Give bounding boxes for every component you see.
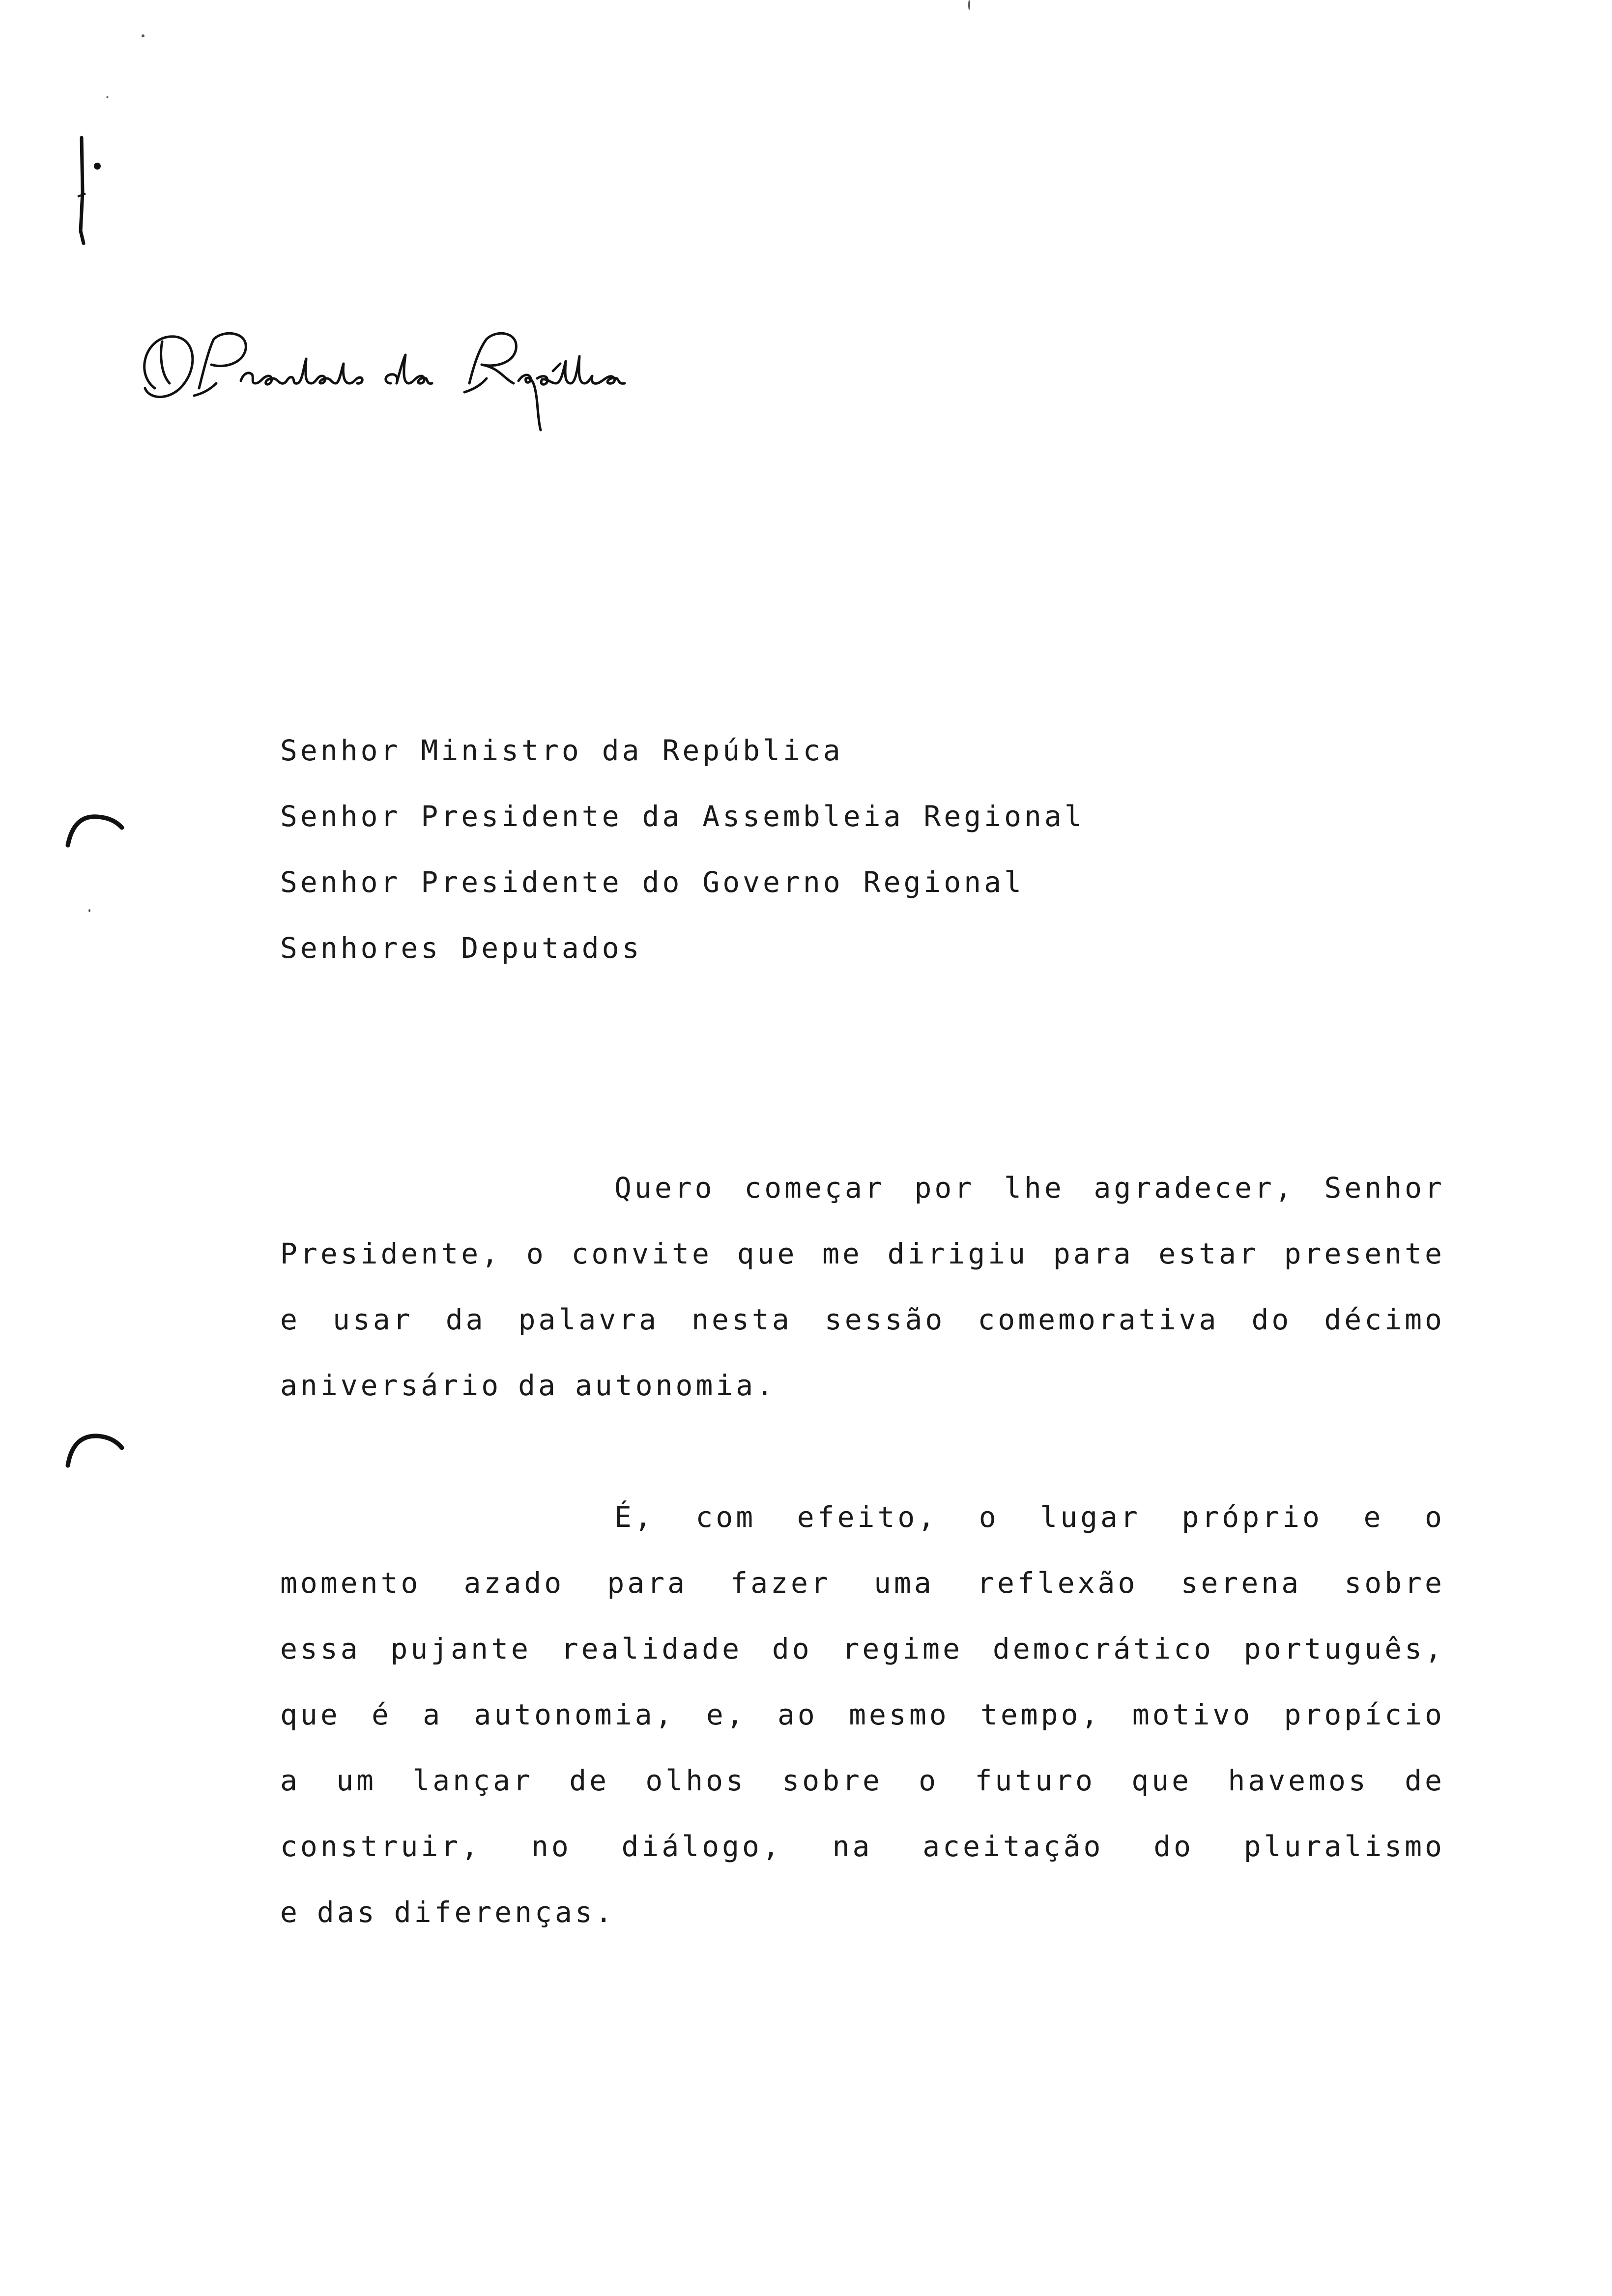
word: lhe (1004, 1171, 1065, 1205)
binder-hole-mark (59, 1430, 128, 1469)
word: democrático (992, 1632, 1214, 1665)
word: o (919, 1764, 939, 1797)
paragraph-line (280, 1616, 1445, 1682)
word: É, (614, 1500, 655, 1534)
word: convite (571, 1237, 712, 1270)
paragraph-line (280, 1287, 1445, 1352)
word: comemorativa (978, 1303, 1219, 1336)
paragraph-line (280, 1550, 1445, 1616)
paragraph-line (280, 1879, 1445, 1945)
word: começar (744, 1171, 885, 1205)
word: para (607, 1566, 688, 1600)
word: palavra (518, 1303, 660, 1336)
word: me (822, 1237, 863, 1270)
scan-speck (106, 96, 109, 98)
salutation-line: Senhor Presidente do Governo Regional (280, 865, 1025, 899)
word: para (1053, 1237, 1134, 1270)
scan-speck (968, 0, 970, 10)
word: aniversário (280, 1369, 502, 1402)
word: azado (463, 1566, 565, 1600)
word: de (569, 1764, 610, 1797)
word: da (445, 1303, 486, 1336)
word: do (772, 1632, 812, 1665)
word: diálogo, (621, 1830, 782, 1863)
paragraph-line (280, 1484, 1445, 1550)
paragraph-line (280, 1813, 1445, 1879)
word: da (518, 1369, 558, 1402)
word: o (526, 1237, 547, 1270)
salutation-line: Senhor Ministro da República (280, 734, 843, 767)
word: sobre (782, 1764, 883, 1797)
word: reflexão (977, 1566, 1138, 1600)
word: estar (1158, 1237, 1259, 1270)
word: havemos (1228, 1764, 1369, 1797)
word: lançar (412, 1764, 533, 1797)
paragraph-line (280, 1748, 1445, 1813)
word: a (423, 1698, 443, 1731)
word: motivo (1132, 1698, 1253, 1731)
word: olhos (645, 1764, 746, 1797)
word: construir, (280, 1830, 482, 1863)
scan-speck (88, 909, 90, 912)
word: propício (1284, 1698, 1445, 1731)
paragraph-line (280, 1352, 1445, 1418)
word: e, (706, 1698, 747, 1731)
word: décimo (1324, 1303, 1445, 1336)
word: ao (777, 1698, 818, 1731)
word: sessão (824, 1303, 946, 1336)
salutation-block (280, 718, 1085, 981)
word: aceitação (922, 1830, 1104, 1863)
word: autonomia, (474, 1698, 675, 1731)
word: na (832, 1830, 873, 1863)
word: é (372, 1698, 392, 1731)
word: de (1405, 1764, 1445, 1797)
word: do (1251, 1303, 1292, 1336)
word: presente (1284, 1237, 1445, 1270)
word: dirigiu (887, 1237, 1029, 1270)
word: serena (1180, 1566, 1302, 1600)
paragraph-line (280, 1155, 1445, 1221)
word: uma (874, 1566, 934, 1600)
word: essa (280, 1632, 361, 1665)
word: usar (332, 1303, 413, 1336)
paragraph-2 (280, 1484, 1445, 1945)
paragraph-line (280, 1221, 1445, 1287)
word: do (1153, 1830, 1194, 1863)
word: e (1363, 1500, 1384, 1534)
binder-hole-mark (59, 811, 128, 850)
salutation-line: Senhores Deputados (280, 931, 642, 965)
word: que (280, 1698, 341, 1731)
word: Presidente, (280, 1237, 502, 1270)
word: regime (842, 1632, 963, 1665)
word: próprio (1181, 1500, 1323, 1534)
word: a (280, 1764, 300, 1797)
paragraph-line (280, 1682, 1445, 1748)
word: o (1424, 1500, 1445, 1534)
word: que (1131, 1764, 1192, 1797)
word: diferenças. (394, 1895, 615, 1929)
margin-mark (73, 133, 102, 246)
word: agradecer, (1094, 1171, 1295, 1205)
word: com (695, 1500, 756, 1534)
word: autonomia. (575, 1369, 777, 1402)
word: e (280, 1303, 300, 1336)
word: das (317, 1895, 377, 1929)
word: Quero (614, 1171, 715, 1205)
salutation-line: Senhor Presidente da Assembleia Regional (280, 800, 1085, 833)
word: pujante (390, 1632, 531, 1665)
word: por (914, 1171, 975, 1205)
word: momento (280, 1566, 421, 1600)
paragraph-1 (280, 1155, 1445, 1418)
word: realidade (561, 1632, 743, 1665)
word: lugar (1040, 1500, 1141, 1534)
word: um (336, 1764, 377, 1797)
word: que (737, 1237, 798, 1270)
word: efeito, (797, 1500, 938, 1534)
word: futuro (975, 1764, 1095, 1797)
letterhead-signature-script (125, 310, 676, 432)
word: o (979, 1500, 999, 1534)
letterhead (125, 310, 676, 432)
word: nesta (691, 1303, 792, 1336)
word: tempo, (980, 1698, 1101, 1731)
scan-speck (142, 34, 144, 37)
word: português, (1243, 1632, 1445, 1665)
word: e (280, 1895, 300, 1929)
word: no (531, 1830, 572, 1863)
word: Senhor (1324, 1171, 1445, 1205)
word: mesmo (849, 1698, 950, 1731)
word: sobre (1344, 1566, 1445, 1600)
word: pluralismo (1243, 1830, 1445, 1863)
word: fazer (730, 1566, 831, 1600)
